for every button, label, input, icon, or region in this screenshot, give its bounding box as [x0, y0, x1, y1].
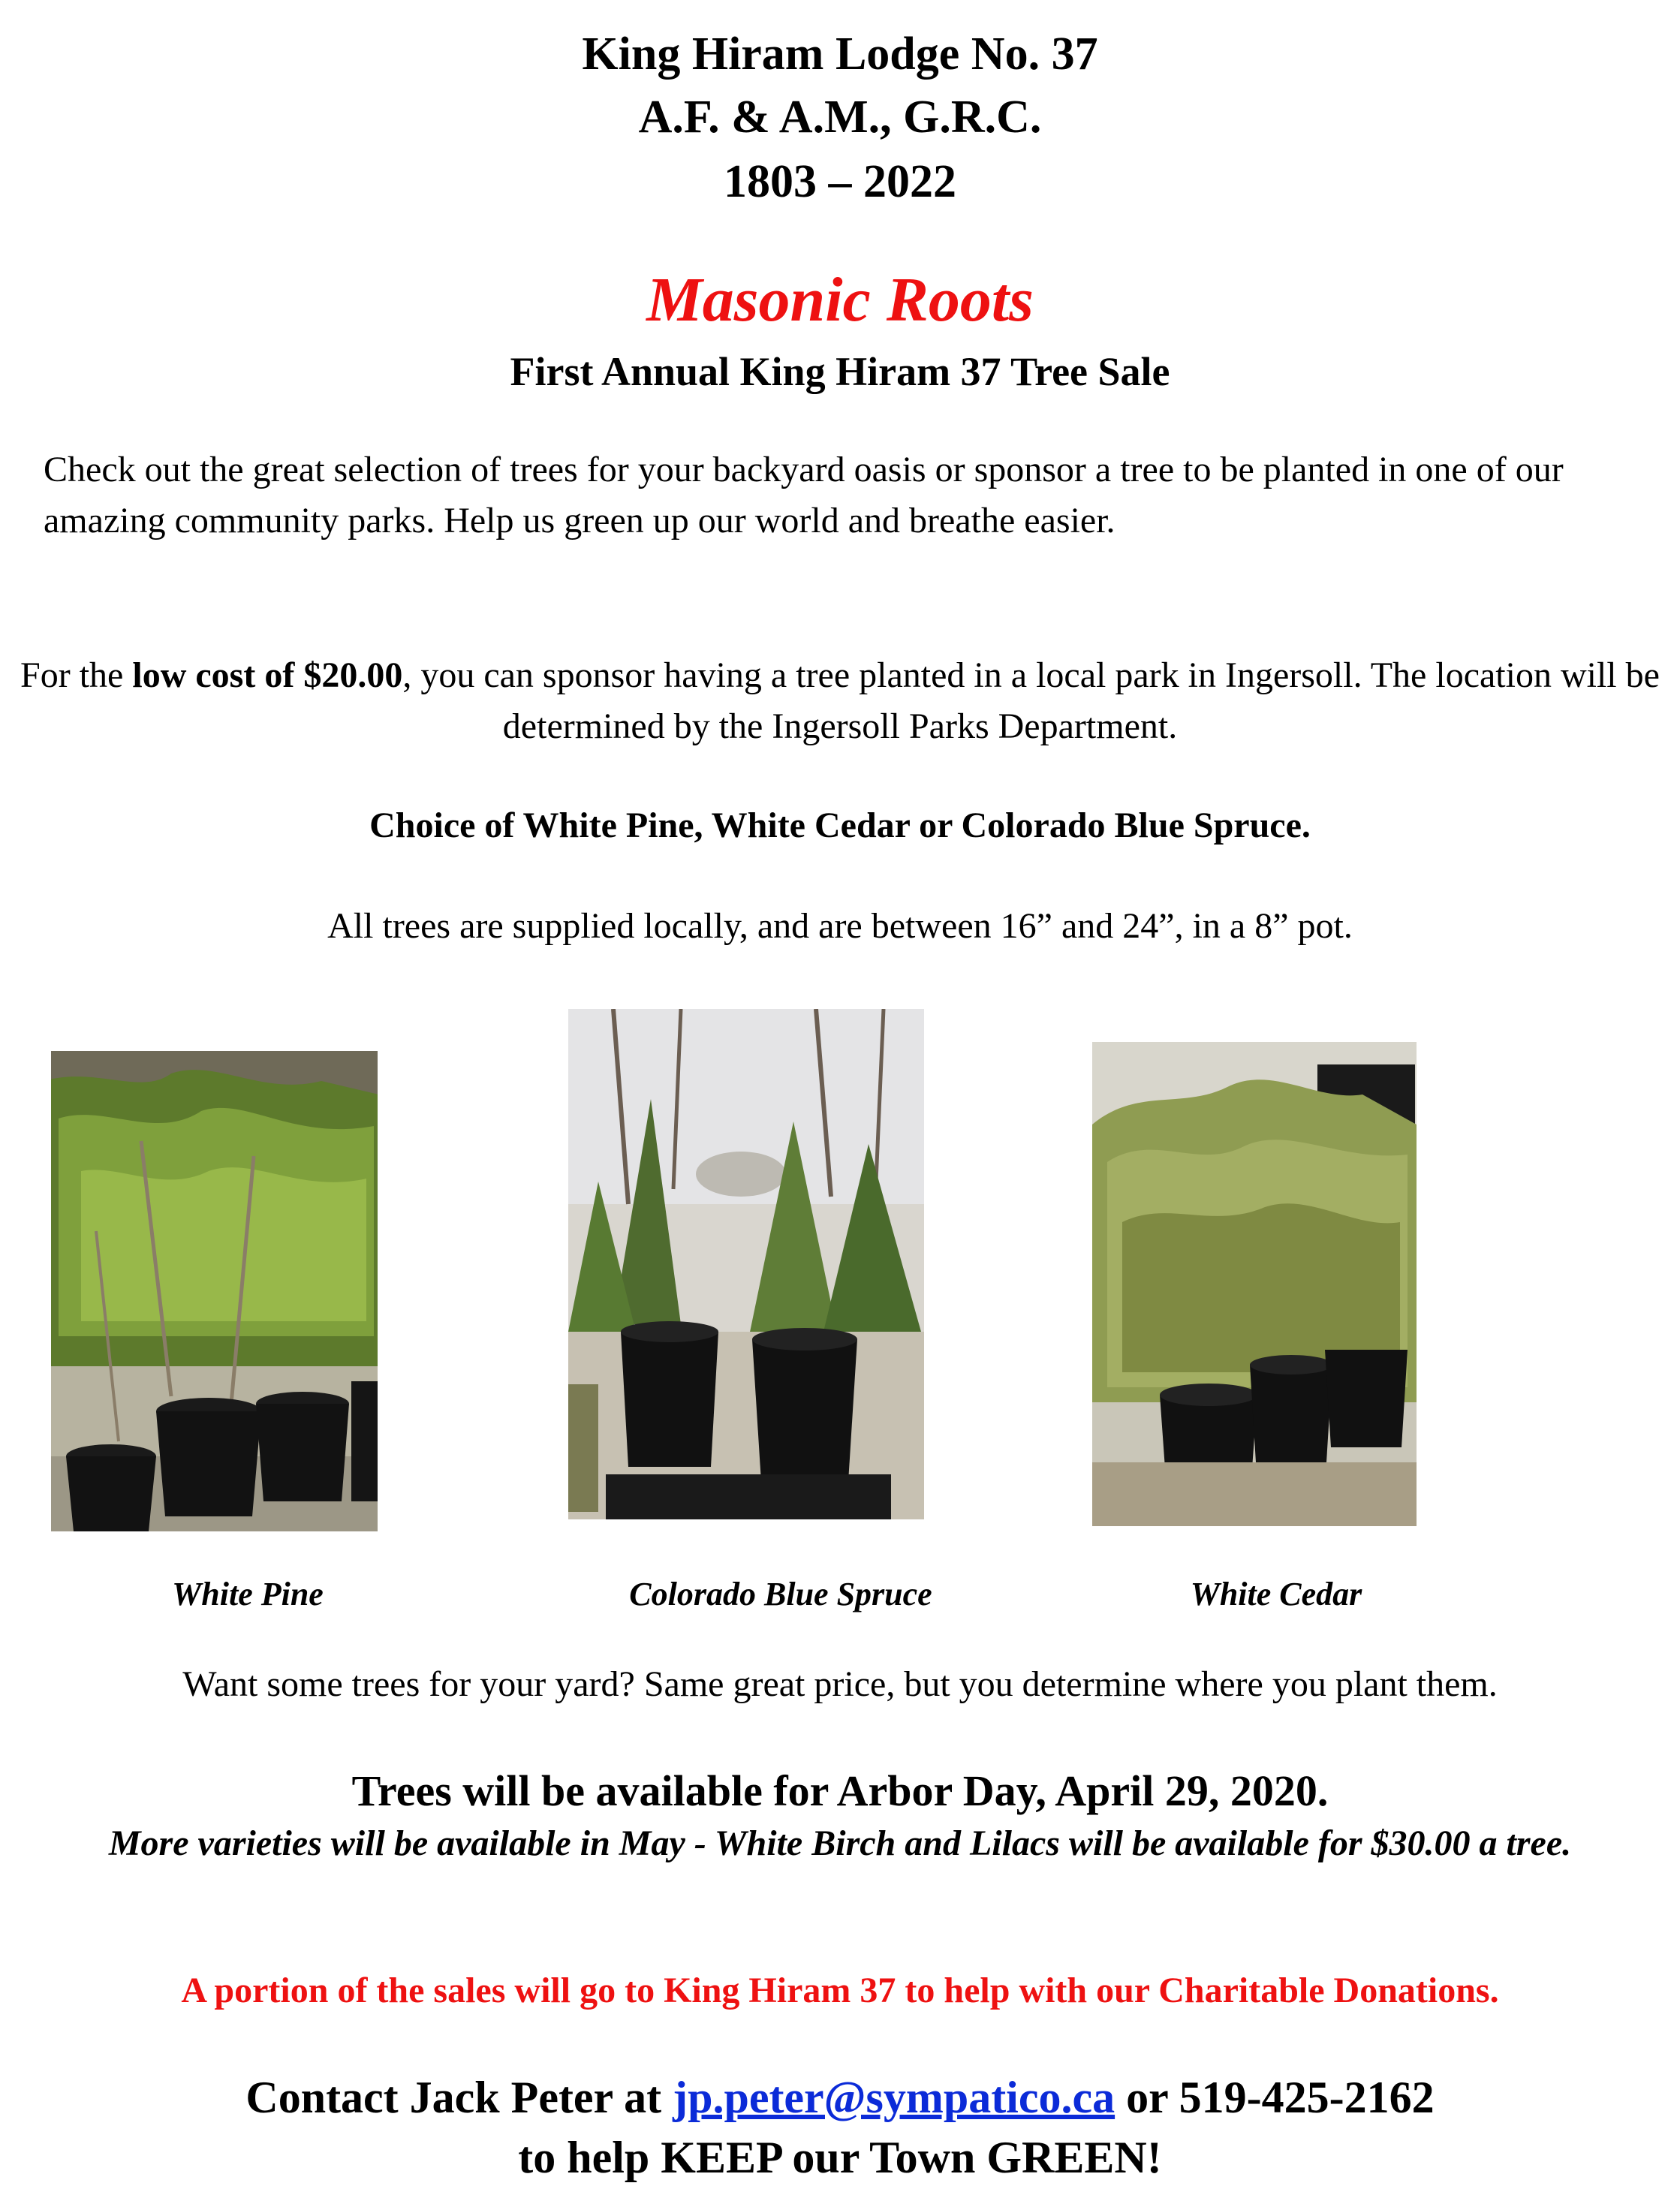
white-cedar-photo	[1092, 1042, 1417, 1526]
contact-lead: Contact Jack Peter at	[245, 2073, 673, 2122]
availability-notice: Trees will be available for Arbor Day, April 29, 2020.	[351, 1766, 1329, 1815]
white-pine-photo	[51, 1051, 378, 1531]
more-varieties-notice	[0, 1818, 1680, 1869]
sponsor-rest: , you can sponsor having a tree planted in a local park in Ingersoll. The location will be determined by the Ingersoll Parks Department.	[402, 655, 1660, 746]
colorado-blue-spruce-caption: Colorado Blue Spruce	[629, 1576, 932, 1612]
contact-email-link[interactable]: jp.peter@sympatico.ca	[673, 2073, 1115, 2122]
lodge-affiliation: A.F. & A.M., G.R.C.	[638, 92, 1042, 143]
sponsor-cost: low cost of $20.00	[132, 655, 403, 695]
contact-line	[0, 2067, 1680, 2127]
contact-phone: or 519-425-2162	[1115, 2073, 1435, 2122]
colorado-blue-spruce-photo	[568, 1009, 924, 1519]
closing-slogan: to help KEEP our Town GREEN!	[518, 2133, 1162, 2182]
intro-paragraph: Check out the great selection of trees for your backyard oasis or sponsor a tree to be planted in one of our amazing community parks. Help us green up our world and breathe easier.	[44, 450, 1564, 540]
yard-paragraph	[0, 1659, 1680, 1710]
more-varieties-text: More varieties will be available in May - White Birch and Lilacs will be available for $30.00 a tree.	[108, 1823, 1572, 1863]
charity-text: A portion of the sales will go to King Hiram 37 to help with our Charitable Donations.	[181, 1971, 1499, 2010]
tree-choice: Choice of White Pine, White Cedar or Colorado Blue Spruce.	[369, 805, 1311, 845]
event-title: Masonic Roots	[646, 265, 1034, 335]
supply-info: All trees are supplied locally, and are between 16” and 24”, in a 8” pot.	[327, 906, 1353, 946]
white-cedar-caption: White Cedar	[1190, 1576, 1362, 1612]
event-subtitle: First Annual King Hiram 37 Tree Sale	[510, 349, 1170, 394]
sponsor-paragraph	[0, 650, 1680, 752]
charity-notice	[0, 1965, 1680, 2016]
white-pine-caption: White Pine	[172, 1576, 324, 1612]
lodge-name: King Hiram Lodge No. 37	[582, 29, 1098, 80]
sponsor-lead: For the	[20, 655, 133, 695]
lodge-years: 1803 – 2022	[724, 156, 956, 207]
yard-text: Want some trees for your yard? Same great price, but you determine where you plant them.	[182, 1664, 1498, 1704]
